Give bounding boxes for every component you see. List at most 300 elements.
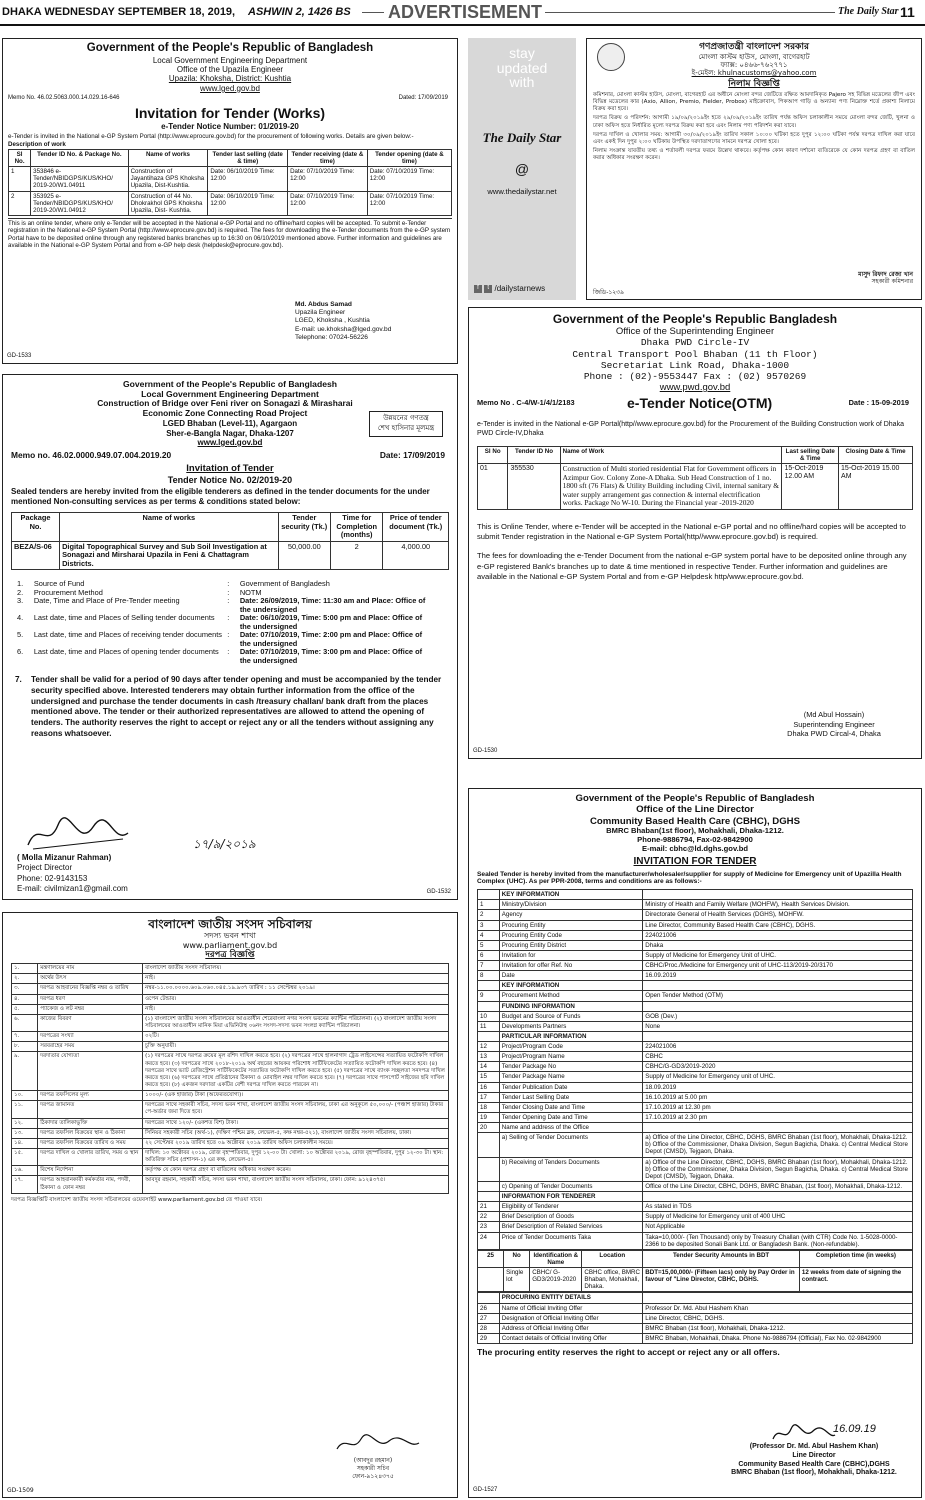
bangladesh-emblem-icon <box>597 43 625 71</box>
table-cell: INFORMATION FOR TENDERER <box>499 1192 643 1202</box>
table-cell <box>478 1001 500 1011</box>
table-row <box>478 920 913 930</box>
ad5-reserve: The procuring entity reserves the right to accept or reject any or all offers. <box>477 1347 780 1357</box>
tender-ad-lged-khoksha <box>2 38 458 364</box>
table-cell: Digital Topographical Survey and Sub Soil Investigation at Sonagazi and Mirsharai Upazila in Feni & Chattagram Districts. <box>60 541 279 570</box>
table-cell: Tender Last Selling Date <box>499 1092 643 1102</box>
ad4-signature-scribble <box>23 815 133 855</box>
ad4-dept: Local Government Engineering Department <box>141 389 319 400</box>
ad3-circle: Dhaka PWD Circle-IV <box>640 337 750 349</box>
table-cell: PARTICULAR INFORMATION <box>499 1031 643 1041</box>
ad4-office: LGED Bhaban (Level-11), Agargaon <box>162 419 298 429</box>
ad4-th: Time for Completion (months) <box>331 513 383 542</box>
daily-star-promo <box>468 38 576 300</box>
table-cell: Date: 07/10/2019 Time: 12:00 <box>367 191 451 215</box>
ad5-lot-header <box>478 1250 913 1267</box>
table-cell: বিশেষ নির্দেশনা <box>38 1166 143 1176</box>
table-row <box>478 950 913 960</box>
table-row <box>478 1268 913 1292</box>
item-value: Date: 07/10/2019, Time: 2:00 pm and Place: Office of the undersigned <box>239 630 423 648</box>
table-cell <box>478 1268 504 1292</box>
table-row <box>12 1166 449 1176</box>
table-cell: a) Selling of Tender Documents <box>499 1133 643 1157</box>
table-cell: ৬. <box>12 1014 38 1031</box>
ad4-sign-phone: Phone: 02-9143153 <box>17 873 88 883</box>
table-cell: Brief Description of Related Services <box>499 1222 643 1232</box>
table-cell: দরপত্র তফসিল বিক্রয়ের স্থান ও ঠিকানা <box>38 1128 143 1138</box>
table-cell: দরদাতার যোগ্যতা <box>38 1052 143 1091</box>
ad5-th: 25 <box>478 1250 504 1267</box>
paper-logo: The Daily Star <box>838 6 899 17</box>
table-cell: নাই। <box>143 974 449 984</box>
item-label: Source of Fund <box>33 579 85 589</box>
ad3-th: Tender ID No <box>508 446 560 463</box>
ad5-sign-date: 16.09.19 <box>833 1423 876 1435</box>
table-row <box>478 1082 913 1092</box>
ad5-sign-name: (Professor Dr. Md. Abul Hashem Khan) <box>749 1443 879 1450</box>
tender-ad-parliament-secretariat <box>2 912 458 1498</box>
promo-line1: stay <box>509 45 535 61</box>
table-row <box>478 1222 913 1232</box>
ad5-tail-table <box>477 1292 913 1344</box>
table-cell: Taka=10,000/- (Ten Thousand) only by Treasury Challan (with CTR) Code No. 1-5028-0000-2366 to be deposited Sonali Bank Ltd. or Bangladesh Bank. (Non-refundable). <box>643 1232 913 1249</box>
table-cell: Ministry of Health and Family Welfare (MOHFW), Health Services Division. <box>643 900 913 910</box>
ad4-slogan2: শেখ হাসিনার মূলমন্ত্র <box>377 423 435 432</box>
tender-ad-lged-feni-bridge <box>2 374 458 900</box>
ad1-dept: Local Government Engineering Department <box>152 55 308 65</box>
ad3-sign-org: Dhaka PWD Circal-4, Dhaka <box>787 729 881 739</box>
ad1-memo-row <box>8 95 452 105</box>
ad4-conditions <box>15 580 435 665</box>
item-number: 5. <box>17 630 24 640</box>
table-row <box>478 1157 913 1181</box>
section-header-row <box>478 981 913 991</box>
ad3-sign-title: Superintending Engineer <box>793 719 875 729</box>
table-cell: BMRC Bhaban, Mohakhali, Dhaka. Phone No-9886794 (Official), Fax No. 02-9842900 <box>643 1333 913 1343</box>
table-cell: ১৩. <box>12 1128 38 1138</box>
ad5-sign-title: Line Director <box>792 1451 836 1459</box>
table-row <box>478 1112 913 1122</box>
ad4-th: Price of tender document (Tk.) <box>383 513 449 542</box>
ad5-office: Office of the Line Director <box>636 804 754 816</box>
table-cell: Project/Program Code <box>499 1042 643 1052</box>
table-cell: Date: 07/10/2019 Time: 12:00 <box>288 191 368 215</box>
ad5-gov: Government of the People's Republic of Bangladesh <box>575 793 815 804</box>
table-cell: ১৬. <box>12 1166 38 1176</box>
ad2-email[interactable]: ই-মেইল: khulnacustoms@yahoo.com <box>691 69 817 78</box>
table-cell: 9 <box>478 991 500 1001</box>
ad1-th: Tender receiving (date & time) <box>288 149 368 166</box>
ad3-code: GD-1530 <box>473 747 498 754</box>
table-cell: 6 <box>478 950 500 960</box>
table-cell: 28 <box>478 1323 500 1333</box>
item-number: 6. <box>17 647 24 657</box>
table-cell: নাই। <box>143 1004 449 1014</box>
table-cell: ১. <box>12 964 38 974</box>
ad1-table <box>8 149 452 216</box>
table-cell <box>643 1001 913 1011</box>
table-cell: দরপত্র ধরণ <box>38 994 143 1004</box>
table-cell: কাজের বিবরণ <box>38 1014 143 1031</box>
table-cell: দরপত্র তফসিল বিক্রয়ের তারিখ ও সময় <box>38 1138 143 1148</box>
table-cell: Contact details of Official Inviting Offer <box>499 1333 643 1343</box>
ad4-address: Sher-e-Bangla Nagar, Dhaka-1207 <box>166 428 294 438</box>
table-cell: KEY INFORMATION <box>499 890 643 900</box>
ad1-memo: Memo No. 46.02.5063.000.14.029.16-646 <box>8 95 120 102</box>
ad1-office: Office of the Upazila Engineer <box>176 65 284 74</box>
ad6-sign-phone: ফোন-৯১২৪৩৭৫ <box>352 1472 394 1480</box>
table-cell: b) Receiving of Tenders Documents <box>499 1157 643 1181</box>
table-cell: দরপত্র জামানত <box>38 1101 143 1118</box>
table-cell <box>478 1181 500 1191</box>
table-cell: Tender Package No <box>499 1062 643 1072</box>
section-header-row <box>478 890 913 900</box>
table-row <box>12 1014 449 1031</box>
table-cell: Project/Program Name <box>499 1052 643 1062</box>
ad2-sign-name: মাসুদ রিফাদ রেজা খান <box>858 270 913 278</box>
table-cell: Budget and Source of Funds <box>499 1011 643 1021</box>
ad3-web-link[interactable]: www.pwd.gov.bd <box>659 382 731 394</box>
table-cell: Procurement Method <box>499 991 643 1001</box>
ad1-desc-label: Description of work <box>8 140 66 148</box>
ad6-sub: সদস্য ভবন শাখা <box>204 931 256 941</box>
table-cell: 17 <box>478 1092 500 1102</box>
at-icon: @ <box>514 161 530 178</box>
ad4-sign-email: E-mail: civilmizan1@gmail.com <box>17 884 128 894</box>
ad4-table-header <box>12 513 449 542</box>
ad5-email[interactable]: E-mail: cbhc@ld.dghs.gov.bd <box>642 843 748 853</box>
ad3-th: Sl No <box>478 446 508 463</box>
ad2-gov: গণপ্রজাতন্ত্রী বাংলাদেশ সরকার <box>699 42 809 52</box>
table-row <box>12 1176 449 1193</box>
ad3-phone: Phone : (02)-9553447 Fax : (02) 9570269 <box>583 370 807 382</box>
item-label: Last date, time and Places of opening tender documents <box>33 647 219 657</box>
table-row <box>12 1148 449 1165</box>
ad5-lot-table <box>477 1250 913 1293</box>
ad5-address: BMRC Bhaban(1st floor), Mohakhali, Dhaka-1212. <box>606 825 784 835</box>
item-label: Last date, time and Places of Selling tender documents <box>33 613 215 623</box>
dateline: DHAKA WEDNESDAY SEPTEMBER 18, 2019, <box>2 6 236 18</box>
ad4-memo: Memo no. 46.02.0000.949.07.004.2019.20 <box>11 450 172 461</box>
table-cell <box>478 1031 500 1041</box>
ad4-title: Invitation of Tender <box>186 463 274 475</box>
table-cell: Name of Official Inviting Offer <box>499 1303 643 1313</box>
table-cell <box>478 1192 500 1202</box>
table-cell: Price of Tender Documents Taka <box>499 1232 643 1249</box>
ad1-footer: This is an online tender, where only e-Tender will be accepted in the National e-GP Portal and no offline/hard copies will be accepted. To submit e-Tender registration in the National e-GP System Portal (http://www.eprocure.gov.bd) is required. The fees for downloading the e-Tender documents from the e-GP system Portal have to be deposited online through any registered banks branches up to 16:30 on 06/10/2019 mentioned above. Further information and guidelines are available in the National e-GP System Portal and from e-GP help desk (helpdesk@eprocure.gov.bd). <box>8 219 451 249</box>
table-row <box>478 1123 913 1133</box>
table-cell: 24 <box>478 1232 500 1249</box>
item-number: 3. <box>17 596 24 606</box>
item-value: Date: 26/09/2019, Time: 11:30 am and Place: Office of the undersigned <box>239 596 426 614</box>
table-cell: Supply of Medicine for Emergency unit of 400 UHC <box>643 1212 913 1222</box>
table-cell: ৩. <box>12 984 38 994</box>
table-row <box>478 1202 913 1212</box>
table-cell: 13 <box>478 1052 500 1062</box>
table-cell: 18 <box>478 1102 500 1112</box>
promo-line3: with <box>509 74 535 91</box>
item-value: Date: 07/10/2019, Time: 3:00 pm and Place: Office of the undersigned <box>239 647 423 665</box>
table-cell: As stated in TDS <box>643 1202 913 1212</box>
ad2-office: মোংলা কাস্টম হাউস, মোংলা, বাগেরহাট <box>698 52 810 61</box>
ad6-title: বাংলাদেশ জাতীয় সংসদ সচিবালয় <box>148 917 312 931</box>
twitter-icon[interactable]: t <box>484 285 492 293</box>
ad3-intro: e-Tender is invited in the National e-GP Portal(http//www.eprocure.gov.bd) for the Procurement of the Building Construction work of Dhaka PWD Circle-IV,Dhaka <box>477 421 904 437</box>
table-cell: Agency <box>499 910 643 920</box>
table-cell: 29 <box>478 1333 500 1343</box>
ad3-building: Central Transport Pool Bhaban (11 th Floor) <box>572 348 818 360</box>
table-cell: দরপত্র দাখিল ও খোলার তারিখ, সময় ও স্থান <box>38 1148 143 1165</box>
table-cell: Date: 06/10/2019 Time: 12:00 <box>208 167 288 191</box>
table-cell: 224021006 <box>643 1042 913 1052</box>
table-cell: (১) বাংলাদেশ জাতীয় সংসদ সচিবালয়ের আওতাধীন শেরেবাংলা নগর সংসদ ভবনের ক্যান্টিন পরিচালনা। (২) বাংলাদেশ জাতীয় সংসদ সচিবালয়ের আওতাধীন মানিক মিয়া এভিনিউস্থ ০৬নং সংসদ-সদস্য ভবন সংলগ্ন ক্যান্টিন পরিচালনা। <box>143 1014 449 1031</box>
ad1-th: Tender opening (date & time) <box>367 149 451 166</box>
table-cell: ৪. <box>12 994 38 1004</box>
ad4-project: Construction of Bridge over Feni river on Sonagazi & Mirasharai Economic Zone Connecting Road Project <box>97 398 353 419</box>
table-cell: দাখিল: ১০ অক্টোবর ২০১৯, রোজ বৃহস্পতিবার, দুপুর ১২-০০ টা। খোলা: ১০ অক্টোবর ২০১৯, রোজ বৃহস্পতিবার, দুপুর ১২-৩০ টা। স্থান: অতিরিক্ত সচিব (প্রশাসন-১) এর কক্ষ, লেভেল-৫। <box>143 1148 449 1165</box>
table-row <box>478 1052 913 1062</box>
ad2-body: কমিশনার, মোংলা কাস্টম হাউস, মোংলা, বাগেরহাট এর অধীনে মোংলা বন্দর জেটিতে রক্ষিত আমদানিকৃত Pajero সহ বিভিন্ন মডেলের জীপ এবং বিভিন্ন মডেলের কার (Axio, Allion, Premio, Fielder, Probox) মাইক্রোবাস, পিকআপ গাড়ি ও অন্যান্য পণ্য নিম্নোক্ত শর্তে প্রকাশ্য নিলামে বিক্রয় করা হবে। <box>593 91 915 113</box>
ad4-web-link[interactable]: www.lged.gov.bd <box>197 437 263 447</box>
table-cell: 14 <box>478 1062 500 1072</box>
table-cell: ৯. <box>12 1052 38 1091</box>
ad1-sign-org: LGED, Khoksha , Kushtia <box>295 317 370 325</box>
table-cell <box>478 1133 500 1157</box>
item-label: Procurement Method <box>33 587 103 597</box>
table-cell: FUNDING INFORMATION <box>499 1001 643 1011</box>
table-cell <box>478 1293 500 1303</box>
section-header-row <box>478 1031 913 1041</box>
ad5-phone: Phone-9886794, Fax-02-9842900 <box>637 834 753 844</box>
list-item: 3. Date, Time and Place of Pre-Tender meeting : Date: 26/09/2019, Time: 11:30 am and Place: Office of the undersigned <box>15 597 435 614</box>
table-cell: 1 <box>478 900 500 910</box>
ad4-table <box>11 512 449 570</box>
ad6-signature-scribble <box>333 1433 423 1457</box>
ad5-program: Community Based Health Care (CBHC), DGHS <box>589 815 801 827</box>
table-row <box>12 964 449 974</box>
ad3-office: Office of the Superintending Engineer <box>615 326 775 338</box>
ad6-code: GD-1509 <box>7 1486 34 1494</box>
ad1-gov: Government of the People's Republic of Bangladesh <box>86 42 374 54</box>
section-header-row <box>478 1293 913 1303</box>
table-row <box>478 930 913 940</box>
ad2-sign-title: সহকারী কমিশনার <box>871 277 913 285</box>
ad5-th: Completion time (in weeks) <box>799 1250 912 1267</box>
ad4-sign-name: ( Molla Mizanur Rahman) <box>17 853 112 862</box>
table-cell: ৮. <box>12 1042 38 1052</box>
table-cell: 10 <box>478 1011 500 1021</box>
ad3-title-row <box>477 393 913 415</box>
ad3-th: Name of Work <box>560 446 782 463</box>
table-row <box>9 191 452 215</box>
table-cell: Tender Publication Date <box>499 1082 643 1092</box>
ad4-sign-date: ১৭/৯/২০১৯ <box>193 837 256 851</box>
table-cell: ২২ সেপ্টেম্বর ২০১৯ তারিখ হতে ০৯ অক্টোবর ২০১৯ তারিখ অফিস চলাকালীন সময়ে। <box>143 1138 449 1148</box>
ad5-sign-addr: BMRC Bhaban (1st floor), Mohakhali, Dhaka-1212. <box>731 1469 897 1477</box>
ad6-sign-title: সহকারী সচিব <box>356 1464 390 1472</box>
ad1-web-link[interactable]: www.lged.gov.bd <box>200 83 260 93</box>
table-cell: 16 <box>478 1082 500 1092</box>
ad5-th: Tender Security Amounts in BDT <box>643 1250 800 1267</box>
table-cell: Line Director, CBHC, DGHS. <box>643 1313 913 1323</box>
table-row <box>12 1128 449 1138</box>
table-cell: 23 <box>478 1222 500 1232</box>
table-cell <box>643 1293 913 1303</box>
ad2-body3: দরপত্র দাখিল ও খোলার সময়: আগামী ৩০/০৯/২০১৯ইং তারিখ সকাল ১০:০০ ঘটিকা হতে দুপুর ১২:০০ ঘটিকা পর্যন্ত দরপত্র দাখিল করা যাবে এবং একই দিন দুপুর ২:০০ ঘটিকায় উপস্থিত দরদাতাগণের সামনে দরপত্র খোলা হবে। <box>593 131 915 145</box>
ad6-signature <box>313 1457 433 1480</box>
table-cell: (১) দরপত্রের সাথে দরপত্র ক্রয়ের মূল রশিদ দাখিল করতে হবে। (২) দরপত্রের সাথে হালনাগাদ ট্রেড লাইসেন্সের সত্যায়িত ফটোকপি দাখিল করতে হবে। (৩) দরপত্রের সাথে ২০১৮-২০১৯ অর্থ বছরের আয়কর পরিশোধ সার্টিফিকেটের সত্যায়িত ফটোকপি দাখিল করতে হবে। (৪) দরপত্রের সাথে ভ্যাট রেজিস্ট্রেশন সার্টিফিকেটের সত্যায়িত ফটোকপি দাখিল করতে হবে। (৫) দরপত্রের সাথে ব্যাংক সচ্ছলতা সনদপত্র দাখিল করতে হবে। (৬) দরপত্রের সাথে প্রতিষ্ঠানের ঠিকানা ও মোবাইল নম্বর দাখিল করতে হবে। (৭) দরপত্রের সাথে পাসপোর্ট সাইজের ছবি দাখিল করতে হবে। (৮) একজন দরদাতা একটির বেশী দরপত্র দাখিল করতে পারবেন না। <box>143 1052 449 1091</box>
table-cell: দরপত্র আহবানের বিজ্ঞপ্তি নম্বর ও তারিখ <box>38 984 143 994</box>
table-row <box>478 1313 913 1323</box>
table-cell: 50,000.00 <box>278 541 330 570</box>
ad1-sign-title: Upazila Engineer <box>295 309 346 317</box>
table-cell: Procuring Entity Code <box>499 930 643 940</box>
auction-ad-mongla-customs <box>586 38 922 300</box>
table-cell: ওপেন টেন্ডার। <box>143 994 449 1004</box>
table-cell: Invitation for <box>499 950 643 960</box>
table-cell: 15 <box>478 1072 500 1082</box>
table-cell: প্যাকেজ ও লট নম্বর <box>38 1004 143 1014</box>
table-cell: CBHC/G-GD3/2019-2020 <box>643 1062 913 1072</box>
list-item: 6. Last date, time and Places of opening tender documents : Date: 07/10/2019, Time: 3:00 pm and Place: Office of the undersigned <box>15 648 435 665</box>
ad4-signature <box>17 853 128 895</box>
table-cell: ১৫. <box>12 1148 38 1165</box>
table-cell: চুক্তি অনুযায়ী। <box>143 1042 449 1052</box>
table-cell: PROCURING ENTITY DETAILS <box>499 1293 643 1303</box>
ad5-intro: Sealed Tender is hereby invited from the manufacturer/wholesaler/supplier for supply of Medicine for Emergency unit of Upazilla Health Complex (UHC). As per PPR-2008, terms and conditions are as follows:- <box>477 870 902 886</box>
table-cell: CBHC/ G-GD3/2019-2020 <box>530 1268 582 1292</box>
item-number: 7. <box>15 675 22 685</box>
ad3-road: Secretariat Link Road, Dhaka-1000 <box>600 359 790 371</box>
table-row <box>478 1181 913 1191</box>
table-cell: None <box>643 1021 913 1031</box>
promo-web-link[interactable]: www.thedailystar.net <box>487 186 557 196</box>
item-label: Date, Time and Place of Pre-Tender meeting <box>33 596 180 606</box>
table-cell <box>643 890 913 900</box>
facebook-icon[interactable]: f <box>474 285 482 293</box>
table-cell: ১২. <box>12 1118 38 1128</box>
promo-social-handle[interactable]: /dailystarnews <box>494 284 546 293</box>
ad1-notice: e-Tender Notice Number: 01/2019-20 <box>161 121 299 131</box>
dateline-bangla-date: ASHWIN 2, 1426 BS <box>248 6 351 18</box>
table-cell: Procuring Entity District <box>499 940 643 950</box>
table-row <box>478 1011 913 1021</box>
ad2-code: জিডি-১২৩৯ <box>593 288 624 296</box>
table-cell: 355530 <box>508 464 560 510</box>
item-value: NOTM <box>239 587 262 597</box>
table-cell: 353925 e-Tender/NBIDGPS/KUS/KHO/ 2019-20/W1.04912 <box>31 191 128 215</box>
table-cell: 21 <box>478 1202 500 1212</box>
table-cell: Supply of Medicine for Emergency Unit of UHC. <box>643 950 913 960</box>
ad4-sign-title: Project Director <box>17 863 73 873</box>
table-row <box>478 1092 913 1102</box>
table-row <box>478 900 913 910</box>
ad6-table <box>11 963 449 1194</box>
table-row <box>478 961 913 971</box>
ad4-date: Date: 17/09/2019 <box>379 450 445 461</box>
table-cell: Dhaka <box>643 940 913 950</box>
section-header-row <box>478 1001 913 1011</box>
ad1-th: Tender ID No. & Package No. <box>31 149 128 166</box>
table-cell: অর্থের উৎস <box>38 974 143 984</box>
ad1-th: Name of works <box>128 149 208 166</box>
table-cell <box>478 1157 500 1181</box>
item-number: 1. <box>17 579 24 589</box>
table-row <box>12 1091 449 1101</box>
table-cell: 8 <box>478 971 500 981</box>
table-row <box>478 1102 913 1112</box>
table-cell: দরপত্র তফসিলের মূল্য <box>38 1091 143 1101</box>
ad3-date: Date : 15-09-2019 <box>848 398 909 408</box>
table-cell: 15-Oct-2019 12.00 AM <box>782 464 839 510</box>
table-row <box>12 974 449 984</box>
table-row <box>478 464 913 510</box>
ad5-th: Location <box>582 1250 643 1267</box>
masthead-rule-left <box>362 12 384 13</box>
table-cell: KEY INFORMATION <box>499 981 643 991</box>
ad4-code: GD-1532 <box>426 888 451 895</box>
ad4-slogan1: উন্নয়নের গণতন্ত্র <box>383 414 429 422</box>
ad4-slogan-box <box>369 411 443 437</box>
table-cell <box>478 890 500 900</box>
table-cell: 17.10.2019 at 12.30 pm <box>643 1102 913 1112</box>
ad6-web-link[interactable]: www.parliament.gov.bd <box>182 940 278 950</box>
table-cell: 7 <box>478 961 500 971</box>
table-cell: BDT=15,00,000/- (Fifteen lacs) only by Pay Order in favour of "Line Director, CBHC, DGHS. <box>643 1268 800 1292</box>
ad6-sign-name: (আবদুর রহমান) <box>353 1457 393 1464</box>
table-cell <box>478 981 500 991</box>
table-cell: ১০০০/- (এক হাজার) টাকা (অফেরতযোগ্য)। <box>143 1091 449 1101</box>
ad1-title: Invitation for Tender (Works) <box>134 105 326 122</box>
table-cell: Line Director, Community Based Health Care (CBHC), DGHS. <box>643 920 913 930</box>
table-cell: মন্ত্রণালয়ের নাম <box>38 964 143 974</box>
table-cell: 20 <box>478 1123 500 1133</box>
table-row <box>478 1042 913 1052</box>
table-cell: 16.10.2019 at 5.00 pm <box>643 1092 913 1102</box>
promo-social-row <box>474 284 545 293</box>
page-number: 11 <box>900 4 915 20</box>
masthead <box>0 0 925 26</box>
ad2-title: নিলাম বিজ্ঞপ্তি <box>728 79 780 90</box>
table-cell: সরবরাহের সময় <box>38 1042 143 1052</box>
table-cell: ২. <box>12 974 38 984</box>
item-value: Government of Bangladesh <box>239 579 330 589</box>
tender-ad-cbhc-dghs <box>468 788 922 1498</box>
table-cell: c) Opening of Tender Documents <box>499 1181 643 1191</box>
table-cell: Supply of Medicine for Emergency unit of UHC. <box>643 1072 913 1082</box>
table-cell: ০২টি। <box>143 1032 449 1042</box>
table-row <box>478 1303 913 1313</box>
table-cell: সিনিয়র সহকারী সচিব (অর্থ-১), (দক্ষিণ পশ্চিম ব্লক, লেভেল-৫, কক্ষ নম্বর-৫২১), বাংলাদেশ জাতীয় সংসদ সচিবালয়, ঢাকা। <box>143 1128 449 1138</box>
table-cell: Professor Dr. Md. Abul Hashem Khan <box>643 1303 913 1313</box>
table-cell: Construction of Multi storied residential Flat for Government officers in Azimpur Gov. Colony Zone-A Dhaka. Sub Head Construction of 1 no. 1800 sft (76 Flats) & Utility Building including Civil, internal sanitary & water supply arrangement gas connection & internal electrification works. Package No W-10. During the Financial year -2019-2020 <box>560 464 782 510</box>
ad4-intro: Sealed tenders are hereby invited from the eligible tenderers as defined in the tender documents for the under mentioned Non-consulting services as per terms & conditions stated below: <box>11 487 430 506</box>
table-cell: Invitation for offer Ref. No <box>499 961 643 971</box>
tender-ad-pwd-circle-iv <box>468 307 922 759</box>
table-cell: আবদুর রহমান, সহকারী সচিব, সদস্য ভবন শাখা, বাংলাদেশ জাতীয় সংসদ সচিবালয়, ঢাকা। ফোন: ৯১২৪৩৭৫। <box>143 1176 449 1193</box>
section-header-row <box>478 1192 913 1202</box>
table-row <box>478 971 913 981</box>
table-cell: 19 <box>478 1112 500 1122</box>
table-row <box>478 1062 913 1072</box>
ad2-body4: নিলাম সংক্রান্ত যাবতীয় তথ্য ও শর্তাবলী দরপত্র ফরমে উল্লেখ থাকবে। কর্তৃপক্ষ কোন কারণ দর্শানো ব্যতিরেকে যে কোন দরপত্র গ্রহণ বা বাতিল করার অধিকার সংরক্ষণ করেন। <box>593 148 915 162</box>
ad3-gov: Government of the People's Republic Bangladesh <box>552 312 838 326</box>
table-cell: ১৪. <box>12 1138 38 1148</box>
table-cell: Developments Partners <box>499 1021 643 1031</box>
ad3-p2: The fees for downloading the e-Tender Document from the national e-GP system portal have to be deposited online through any e-GP registered Bank's branches up to date & time mentioned in respective Tender. Further information and guidelines are available in the National e-GP System Portal and from e-GP Helpdesk http/www.eprocure.gov.bd. <box>477 550 907 582</box>
table-row <box>478 1072 913 1082</box>
table-row <box>478 991 913 1001</box>
